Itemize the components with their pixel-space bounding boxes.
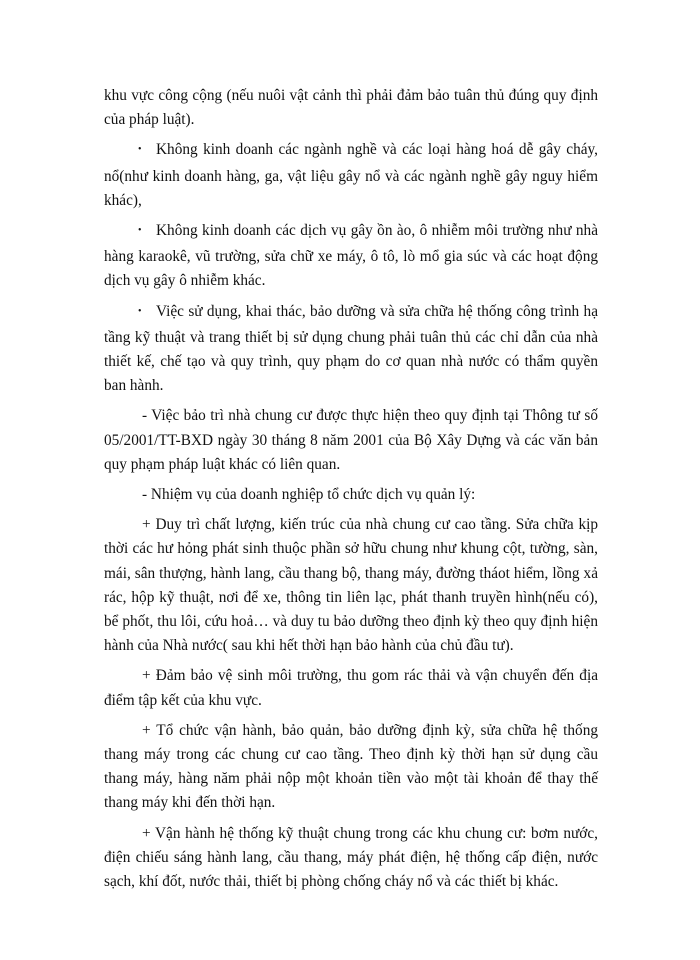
bullet-icon: • — [138, 144, 142, 156]
bullet-icon: • — [138, 305, 142, 317]
paragraph-duty-elevator: + Tổ chức vận hành, bảo quản, bảo dưỡng định kỳ, sửa chữa hệ thống thang máy trong các chung cư cao tầng. Theo định kỳ thời hạn sử dụng cầu thang máy, hàng năm phải nộp một khoản tiền vào một tài khoản để thay thế thang máy khi đến thời hạn. — [104, 721, 598, 812]
bullet-item-flammable — [104, 138, 598, 213]
paragraph-maintenance-circular: - Việc bảo trì nhà chung cư được thực hiện theo quy định tại Thông tư số 05/2001/TT-BXD ngày 30 tháng 8 năm 2001 của Bộ Xây Dựng và các văn bản quy phạm pháp luật khác có liên quan. — [104, 407, 598, 473]
paragraph-service-duties-heading: - Nhiệm vụ của doanh nghiệp tổ chức dịch vụ quản lý: — [142, 486, 476, 504]
paragraph-duty-technical-systems: + Vận hành hệ thống kỹ thuật chung trong các khu chung cư: bơm nước, điện chiếu sáng hành lang, cầu thang, máy phát điện, hệ thống cấp điện, nước sạch, khí đốt, nước thải, thiết bị phòng chống cháy nổ và các thiết bị khác. — [104, 824, 598, 891]
bullet-item-noise — [104, 219, 598, 294]
bullet-text: Việc sử dụng, khai thác, bảo dưỡng và sửa chữa hệ thống công trình hạ tầng kỹ thuật và trang thiết bị sử dụng chung phải tuân thủ các chỉ dẫn của nhà thiết kế, chế tạo và quy trình, quy phạm do cơ quan nhà nước có thẩm quyền ban hành. — [104, 302, 598, 395]
document-page — [104, 84, 598, 900]
bullet-icon: • — [138, 225, 142, 237]
paragraph-pet-rule: khu vực công cộng (nếu nuôi vật cảnh thì phải đảm bảo tuân thủ đúng quy định của pháp luật). — [104, 87, 598, 129]
bullet-item-infrastructure — [104, 300, 598, 399]
bullet-text: Không kinh doanh các dịch vụ gây ồn ào, ô nhiễm môi trường như nhà hàng karaokê, vũ trường, sửa chữ xe máy, ô tô, lò mổ gia súc và các hoạt động dịch vụ gây ô nhiễm khác. — [104, 222, 598, 290]
paragraph-duty-quality: + Duy trì chất lượng, kiến trúc của nhà chung cư cao tầng. Sửa chữa kịp thời các hư hỏng phát sinh thuộc phần sở hữu chung như khung cột, tường, sàn, mái, sân thượng, hành lang, cầu thang bộ, thang máy, đường tháot hiểm, lồng xả rác, hộp kỹ thuật, nơi để xe, thông tin liên lạc, phát thanh truyền hình(nếu có), bể phốt, thu lôi, cứu hoả… và duy tu bảo dưỡng theo định kỳ theo quy định hiện hành của Nhà nước( sau khi hết thời hạn bảo hành của chủ đầu tư). — [104, 516, 598, 655]
bullet-text: Không kinh doanh các ngành nghề và các loại hàng hoá dễ gây cháy, nổ(như kinh doanh hàng, ga, vật liệu gây nổ và các ngành nghề gây nguy hiểm khác), — [104, 141, 598, 209]
paragraph-duty-sanitation: + Đảm bảo vệ sinh môi trường, thu gom rác thải và vận chuyển đến địa điểm tập kết của khu vực. — [104, 667, 598, 709]
